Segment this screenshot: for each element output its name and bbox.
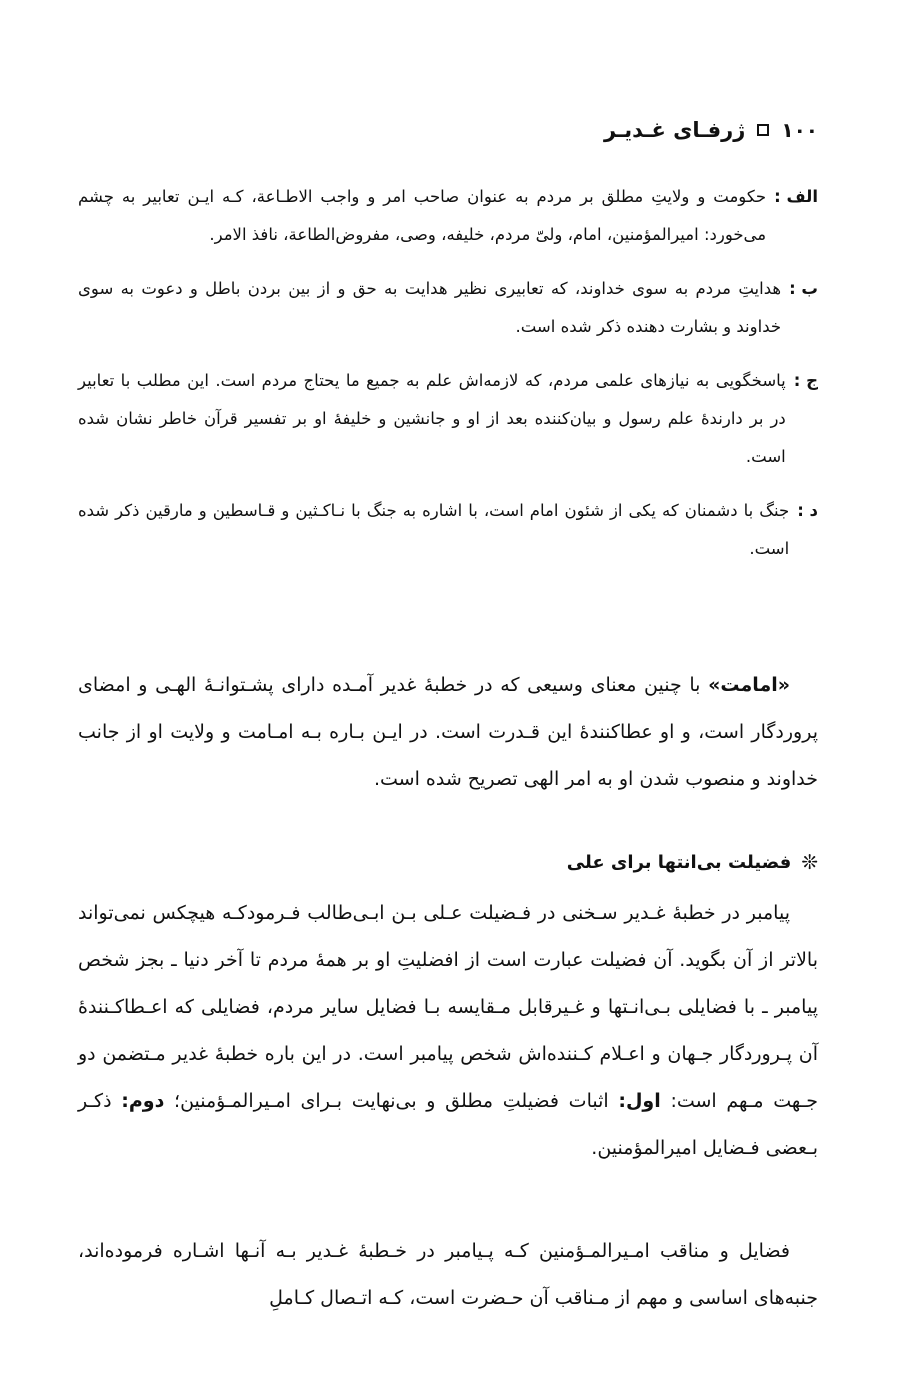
merits-paragraph: فضایل و مناقب امـیرالمـؤمنین کـه پـیامبر در خـطبهٔ غـدیر بـه آنـها اشـاره فرموده‌اند، جنبه‌های اساسی و مهم از مـناقب آن حـضرت است، کـه اتـصال کـاملِ: [78, 1240, 818, 1309]
merits-paragraph-block: [78, 1228, 818, 1322]
definition-label: ج :: [793, 371, 818, 390]
imamat-term: «امامت»: [708, 674, 790, 696]
virtue-paragraph-block: [78, 890, 818, 1172]
virtue-text-part1: پیامبر در خطبهٔ غـدیر سـخنی در فـضیلت عـلی بـن ابـی‌طالب فـرمودکـه هیچکس نمی‌تواند بالاتر از آن بگوید. آن فضیلت عبارت است از افضلیتِ او بر همهٔ مردم تا آخر دنیا ـ بجز شخص پیامبر ـ با فضایلی بـی‌انـتها و غـیرقابل مـقایسه بـا فضایل سایر مردم، فضایلی که اعـطاکـنندهٔ آن پـروردگار جـهان و اعـلام کـننده‌اش شخص پیامبر است. در این باره خطبهٔ غدیر مـتضمن دو جـهت مـهم است:: [78, 902, 818, 1112]
definition-list: [78, 178, 818, 584]
definition-label: د :: [797, 501, 818, 520]
definition-item: [78, 270, 818, 346]
definition-text: حکومت و ولایتِ مطلق بر مردم به عنوان صاحب امر و واجب الاطـاعة، کـه ایـن تعابیر به چشم می‌خورد: امیرالمؤمنین، امام، ولیّ مردم، خلیفه، وصی، مفروض‌الطاعة، نافذ الامر.: [78, 187, 767, 244]
second-point-label: دوم:: [121, 1090, 165, 1112]
first-point-label: اول:: [618, 1090, 661, 1112]
definition-text: جنگ با دشمنان که یکی از شئون امام است، با اشاره به جنگ با نـاکـثین و قـاسطین و مارقین ذکر شده است.: [78, 501, 790, 558]
definition-label: ب :: [789, 279, 818, 298]
virtue-text-part3: ذکـر بـعضی فـضایل امیرالمؤمنین.: [78, 1090, 818, 1159]
section-heading: [567, 850, 818, 874]
virtue-paragraph: [78, 890, 818, 1172]
running-header: [604, 118, 818, 142]
imamat-text: با چنین معنای وسیعی که در خطبهٔ غدیر آمـده دارای پشـتوانـهٔ الهـی و امضای پروردگار است، و او عطاکنندهٔ این قـدرت است. در ایـن بـاره بـه امـامت و ولایت او از جانب خداوند و منصوب شدن او به امر الهی تصریح شده است.: [78, 674, 818, 790]
definition-text: پاسخگویی به نیازهای علمی مردم، که لازمه‌اش علم به جمیع ما یحتاج مردم است. این مطلب با تعابیر در بر دارندهٔ علم رسول و بیان‌کننده بعد از او و جانشین و خلیفهٔ او بر تفسیر قرآن خاطر نشان شده است.: [78, 371, 786, 466]
book-title: ژرفـای غـدیـر: [604, 118, 746, 142]
imamat-paragraph: [78, 662, 818, 803]
star-icon: ❊: [801, 850, 818, 874]
virtue-text-part2: اثبات فضیلتِ مطلق و بی‌نهایت بـرای امـیرالمـؤمنین؛: [174, 1090, 609, 1112]
definition-text: هدایتِ مردم به سوی خداوند، که تعابیری نظیر هدایت به حق و از بین بردن باطل و دعوت به سوی خداوند و بشارت دهنده ذکر شده است.: [78, 279, 782, 336]
definition-item: [78, 362, 818, 476]
imamat-paragraph-block: [78, 662, 818, 803]
square-separator-icon: [757, 124, 769, 136]
page-number: ۱۰۰: [781, 118, 818, 142]
definition-label: الف :: [774, 187, 818, 206]
section-heading-text: فضیلت بی‌انتها برای علی‌: [566, 851, 792, 873]
definition-item: [78, 178, 818, 254]
definition-item: [78, 492, 818, 568]
